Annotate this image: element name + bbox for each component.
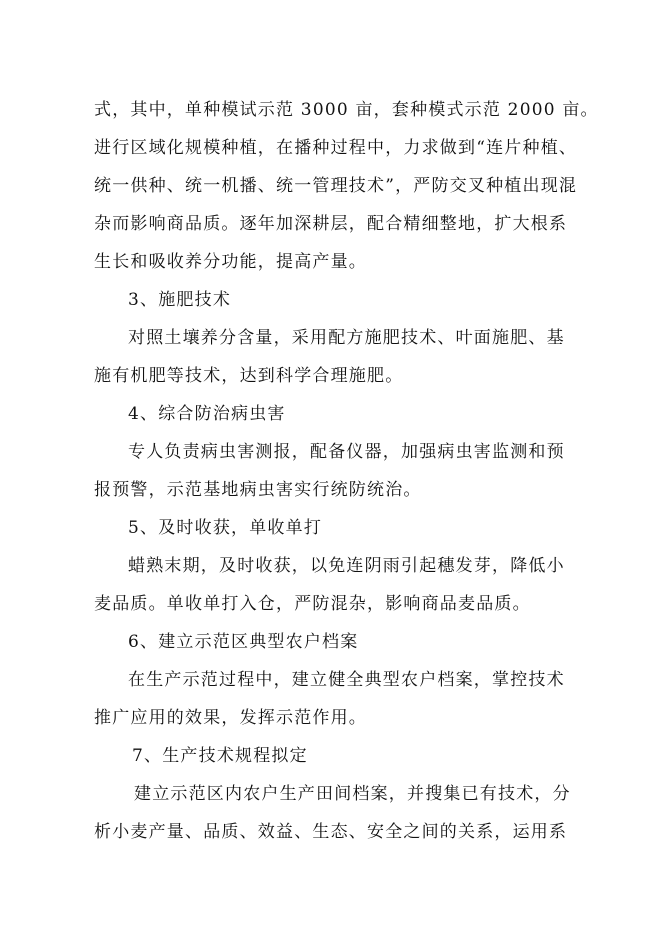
paragraph-line: 推广应用的效果，发挥示范作用。 — [94, 708, 367, 728]
paragraph-line: 报预警，示范基地病虫害实行统防统治。 — [94, 480, 422, 500]
paragraph-line: 蜡熟末期，及时收获，以免连阴雨引起穗发芽，降低小 — [128, 556, 565, 576]
paragraph-line: 专人负责病虫害测报，配备仪器，加强病虫害监测和预 — [128, 442, 565, 462]
paragraph-line: 对照土壤养分含量，采用配方施肥技术、叶面施肥、基 — [128, 328, 565, 348]
paragraph-line: 析小麦产量、品质、效益、生态、安全之间的关系，运用系 — [94, 822, 568, 842]
section-heading: 3、施肥技术 — [128, 290, 232, 310]
paragraph-line: 式，其中，单种模试示范 3000 亩，套种模式示范 2000 亩。 — [94, 100, 599, 120]
section-heading: 5、及时收获，单收单打 — [128, 518, 323, 538]
section-heading: 7、生产技术规程拟定 — [132, 746, 308, 766]
section-heading: 6、建立示范区典型农户档案 — [128, 632, 359, 652]
paragraph-line: 进行区域化规模种植，在播种过程中，力求做到“连片种植、 — [94, 138, 578, 158]
section-heading: 4、综合防治病虫害 — [128, 404, 286, 424]
paragraph-line: 杂而影响商品质。逐年加深耕层，配合精细整地，扩大根系 — [94, 214, 568, 234]
paragraph-line: 施有机肥等技术，达到科学合理施肥。 — [94, 366, 404, 386]
paragraph-line: 统一供种、统一机播、统一管理技术”，严防交叉种植出现混 — [94, 176, 578, 196]
paragraph-line: 建立示范区内农户生产田间档案，并搜集已有技术，分 — [134, 784, 571, 804]
paragraph-line: 麦品质。单收单打入仓，严防混杂，影响商品麦品质。 — [94, 594, 531, 614]
paragraph-line: 在生产示范过程中，建立健全典型农户档案，掌控技术 — [128, 670, 565, 690]
paragraph-line: 生长和吸收养分功能，提高产量。 — [94, 252, 367, 272]
